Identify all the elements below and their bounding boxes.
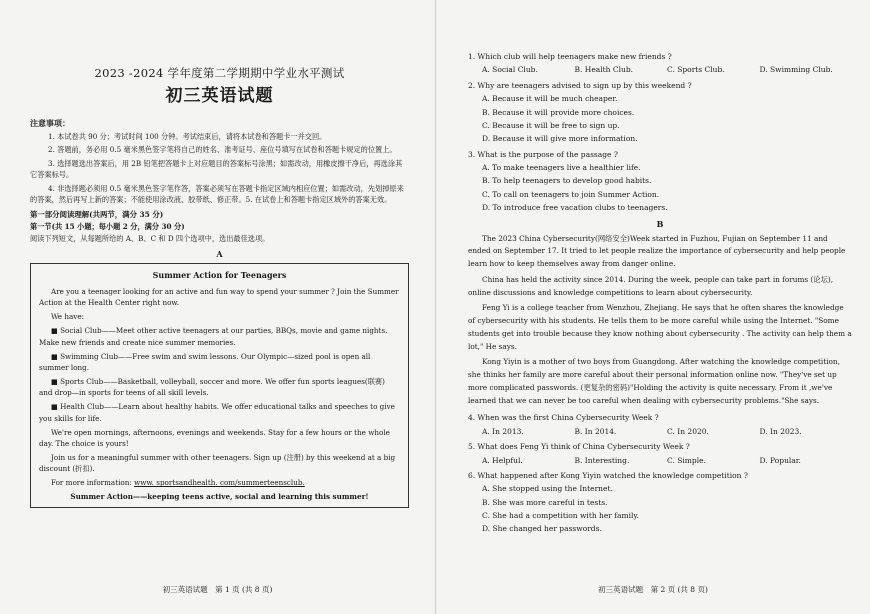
question-option: C. Because it will be free to sign up.	[482, 120, 620, 130]
note-item: 1. 本试卷共 90 分；考试时间 100 分钟。考试结束后，请将本试卷和答题卡一并交回。	[48, 131, 327, 141]
ad-we-have: We have:	[51, 312, 84, 322]
question-options	[482, 65, 852, 74]
question-option: C. She had a competition with her family.	[482, 511, 640, 521]
ad-slogan: Summer Action——keeping teens active, social and learning this summer!	[70, 492, 369, 502]
question-option: D. She changed her passwords.	[482, 524, 602, 534]
exam-title-line1: 2023 -2024 学年度第二学期期中学业水平测试	[94, 66, 345, 80]
question-option: C. Sports Club.	[667, 65, 725, 75]
passage-paragraph: The 2023 China Cybersecurity(网络安全)Week started in Fuzhou, Fujian on September 11 and ended on September 17. It tried to let people realize the importance of cybersecurity and help people learn how to keep themselves away from danger online.	[468, 233, 846, 269]
note-item: 2. 答题前，务必用 0.5 毫米黑色签字笔将自己的姓名、准考证号、座位号填写在试卷和答题卡规定的位置上。	[48, 145, 397, 155]
question-option: B. In 2014.	[574, 426, 617, 436]
passage-letter-a: A	[216, 248, 223, 259]
ad-club-item: ■ Sports Club——Basketball, volleyball, soccer and more. We offer fun sports leagues(联赛) and drop—in sports for teens of all skill levels.	[39, 377, 385, 398]
section-heading: 第一部分阅读理解(共两节，满分 35 分)	[30, 209, 164, 219]
passage-paragraph: China has held the activity since 2014. During the week, people can take part in forums (论坛), online discussions and knowledge competitions to learn about cybersecurity.	[468, 274, 834, 297]
question-option: D. Popular.	[759, 455, 801, 465]
ad-info-label: For more information:	[51, 478, 132, 488]
note-item: 3. 选择题选出答案后，用 2B 铅笔把答题卡上对应题目的答案标号涂黑；如需改动，用橡皮擦干净后，再选涂其它答案标号。	[30, 158, 403, 180]
ad-info	[39, 477, 400, 488]
ad-club-item: ■ Health Club——Learn about healthy habits. We offer educational talks and speeches to give you skills for life.	[39, 402, 395, 423]
question-option: A. Helpful.	[482, 455, 523, 465]
ad-title: Summer Action for Teenagers	[152, 269, 287, 280]
page-footer: 初三英语试题 第 1 页 (共 8 页)	[162, 584, 273, 594]
ad-join: Join us for a meaningful summer with other teenagers. Sign up (注册) by this weekend at a big discount (折扣).	[39, 453, 396, 474]
question-option: A. Because it will be much cheaper.	[482, 94, 618, 104]
question-option: B. Because it will provide more choices.	[482, 107, 635, 117]
question-stem: 3. What is the purpose of the passage ?	[468, 149, 618, 159]
ad-info-link[interactable]: www. sportsandhealth. com/summerteensclub.	[134, 478, 305, 488]
question-option: B. She was more careful in tests.	[482, 497, 608, 507]
question-option: C. Simple.	[667, 455, 706, 465]
question-option: B. Interesting.	[574, 455, 630, 465]
passage-b	[468, 233, 852, 408]
questions-b	[468, 413, 852, 533]
question-option: D. Swimming Club.	[759, 65, 833, 75]
questions-a	[468, 52, 852, 213]
question-option: D. In 2023.	[759, 426, 802, 436]
question-option: A. She stopped using the Internet.	[482, 484, 613, 494]
passage-paragraph: Kong Yiyin is a mother of two boys from Guangdong. After watching the knowledge competition, she thinks her family are more careful about their personal information online now. "They've set up more complicated passwords. (更复杂的密码)"Holding the activity is quite necessary. From it ,we've learned that we can never be too careful when dealing with cybersecurity problems."She says.	[468, 357, 840, 405]
question-option: A. Social Club.	[482, 65, 538, 75]
question-option: B. Health Club.	[574, 65, 634, 75]
passage-letter-b: B	[656, 218, 664, 229]
ad-box	[30, 263, 409, 509]
question-stem: 5. What does Feng Yi think of China Cybersecurity Week ?	[468, 442, 690, 452]
question-option: B. To help teenagers to develop good habits.	[482, 176, 652, 186]
question-option: C. To call on teenagers to join Summer Action.	[482, 189, 660, 199]
ad-hours: We're open mornings, afternoons, evenings and weekends. Stay for a few hours or the whole day. The choice is yours!	[39, 427, 390, 448]
question-options	[482, 427, 852, 436]
question-option: C. In 2020.	[667, 426, 709, 436]
passage-paragraph: Feng Yi is a college teacher from Wenzhou, Zhejiang. He says that he often shares the knowledge of cybersecurity with his students. He tells them to be more careful while using the Internet. "Some students get into trouble because they know nothing about cybersecurity . The activity can help them a lot," He says.	[468, 303, 852, 351]
exam-title-main: 初三英语试题	[165, 86, 274, 107]
ad-club-item: ■ Social Club——Meet other active teenagers at our parties, BBQs, movie and game nights. Make new friends and create nice summer memories.	[39, 326, 388, 347]
instruction: 阅读下列短文，从每题所给的 A、B、C 和 D 四个选项中，选出最佳选项。	[30, 233, 270, 243]
notes-heading: 注意事项：	[30, 117, 70, 128]
question-option: A. To make teenagers live a healthier life.	[482, 163, 641, 172]
ad-intro: Are you a teenager looking for an active and fun way to spend your summer ? Join the Summer Action at the Health Center right now.	[39, 286, 399, 308]
question-stem: 2. Why are teenagers advised to sign up by this weekend ?	[468, 80, 692, 90]
question-options	[482, 456, 852, 465]
note-item: 4. 非选择题必须用 0.5 毫米黑色签字笔作答，答案必须写在答题卡指定区域内相应位置；如需改动，先划掉原来的答案，然后再写上新的答案；不能使用涂改液、胶带纸、修正带。5. 在试卷上和答题卡指定区域外的答案无效。	[30, 183, 404, 205]
exam-page-2	[435, 0, 870, 614]
question-stem: 4. When was the first China Cybersecurity Week ?	[468, 413, 659, 423]
subsection-heading: 第一节(共 15 小题；每小题 2 分，满分 30 分)	[30, 221, 185, 231]
question-stem: 6. What happened after Kong Yiyin watched the knowledge competition ?	[468, 470, 748, 480]
question-option: A. In 2013.	[482, 426, 524, 436]
question-option: D. To introduce free vacation clubs to teenagers.	[482, 203, 668, 213]
question-option: D. Because it will give more information.	[482, 134, 638, 144]
page-footer: 初三英语试题 第 2 页 (共 8 页)	[598, 584, 708, 594]
question-stem: 1. Which club will help teenagers make new friends ?	[468, 52, 672, 61]
ad-club-item: ■ Swimming Club——Free swim and swim lessons. Our Olympic—sized pool is open all summer long.	[39, 351, 371, 372]
